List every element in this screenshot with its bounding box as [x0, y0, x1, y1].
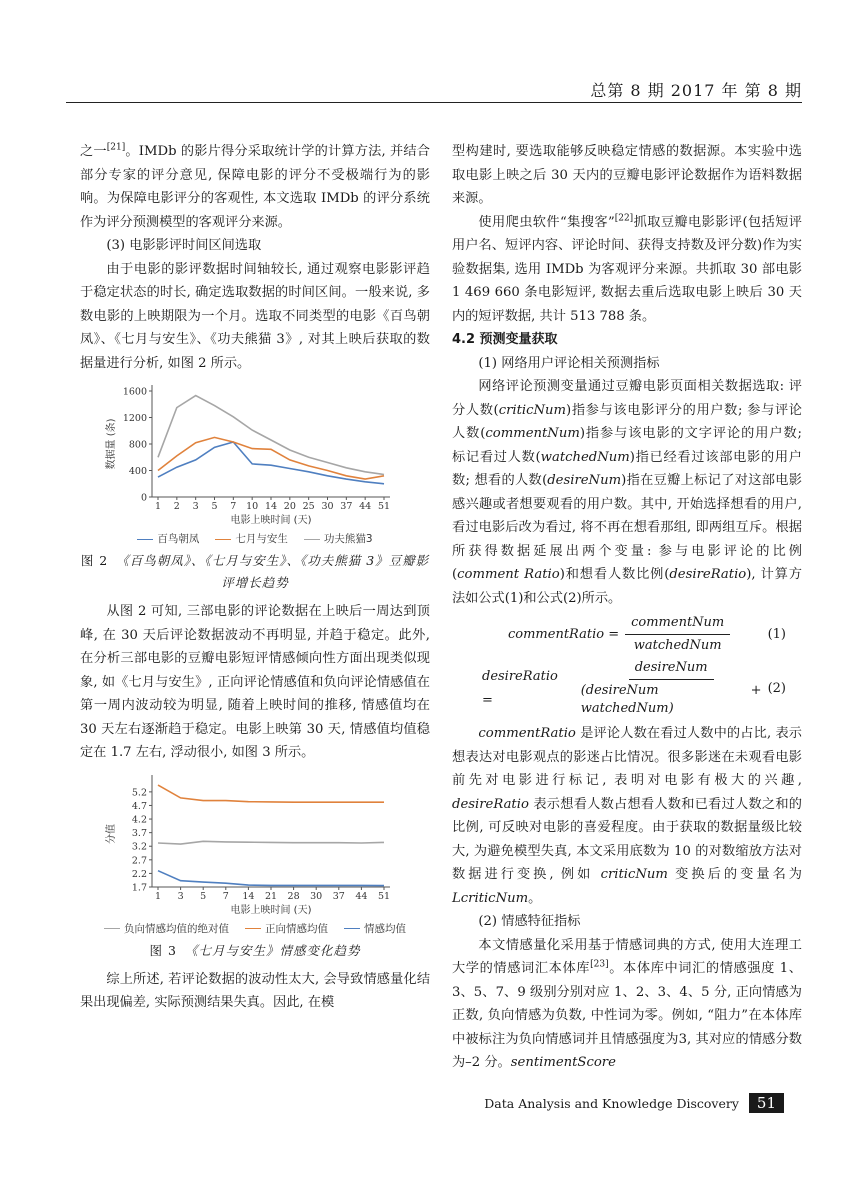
x-tick-label: 21 — [264, 890, 278, 902]
paragraph: 从图 2 可知, 三部电影的评论数据在上映后一周达到顶峰, 在 30 天后评论数据波动不再明显, 并趋于稳定。此外, 在分析三部电影的豆瓣电影短评情感倾向性方面出现类似现象, 如《七月与安生》, 正向评论情感值和负向评论情感值在第一周内波动较为明显, 随着上映时间的推移, 情感值均在 30 天左右逐渐趋于稳定。电影上映第 30 天, 情感值均值稳定在 1.7 左右, 浮动很小, 如图 3 所示。 — [80, 604, 430, 760]
y-tick-label: 400 — [128, 466, 147, 477]
x-tick-label: 3 — [177, 890, 184, 902]
y-tick-label: 4.7 — [131, 800, 147, 812]
y-tick-label: 2.2 — [131, 868, 147, 880]
x-tick-label: 10 — [246, 501, 259, 512]
right-column — [452, 140, 802, 1075]
formula-1: commentRatio = $\frac{\text{commentNum}}{\text{watchedNum}}$ (1) — [508, 615, 786, 653]
x-tick-label: 30 — [310, 890, 323, 902]
subsection-heading: (3) 电影影评时间区间选取 — [106, 238, 262, 253]
x-axis-label: 电影上映时间 (天) — [230, 515, 312, 526]
equation-number: (1) — [767, 626, 786, 642]
x-tick-label: 5 — [211, 501, 218, 512]
equation-number: (2) — [767, 680, 786, 696]
x-tick-label: 14 — [242, 890, 255, 902]
x-tick-label: 44 — [355, 890, 368, 902]
legend-label: 七月与安生 — [235, 533, 288, 545]
x-axis-label: 电影上映时间 (天) — [230, 904, 312, 916]
legend-item — [215, 532, 288, 546]
page-number: 51 — [749, 1093, 784, 1113]
line-chart-review-growth — [80, 381, 430, 531]
legend-swatch — [137, 539, 153, 540]
x-tick-label: 1 — [154, 890, 162, 902]
y-tick-label: 800 — [128, 439, 147, 451]
plot-area — [152, 775, 390, 887]
chart-legend — [80, 922, 430, 936]
figure-2-caption: 图 2 《百鸟朝凤》、《七月与安生》、《功夫熊猫 3》豆瓣影评增长趋势 — [80, 553, 430, 590]
x-tick-label: 25 — [302, 501, 315, 512]
legend-swatch — [304, 539, 320, 540]
line-chart-sentiment-trend — [80, 771, 430, 921]
subsection-heading: (1) 网络用户评论相关预测指标 — [478, 355, 660, 371]
x-tick-label: 7 — [222, 890, 229, 902]
legend-label: 情感均值 — [364, 922, 406, 935]
x-tick-label: 1 — [154, 501, 162, 512]
header-rule — [66, 102, 802, 103]
citation-ref: [23] — [590, 959, 609, 970]
legend-swatch — [104, 928, 120, 929]
paragraph: 综上所述, 若评论数据的波动性太大, 会导致情感量化结果出现偏差, 实际预测结果失真。因此, 在模 — [80, 971, 430, 1010]
x-tick-label: 5 — [200, 890, 207, 902]
x-tick-label: 51 — [377, 890, 391, 902]
paragraph: 由于电影的影评数据时间轴较长, 通过观察电影影评趋于稳定状态的时长, 确定选取数据的时间区间。一般来说, 多数电影的上映期限为一个月。选取不同类型的电影《百鸟朝凤》、《七月与安生》、《功夫熊猫 3》, 对其上映后获取的数据量进行分析, 如图 2 所示。 — [80, 261, 430, 371]
subsection-heading: (2) 情感特征指标 — [478, 914, 581, 929]
x-tick-label: 3 — [192, 501, 199, 512]
y-tick-label: 1.7 — [131, 882, 147, 893]
figure-3-chart — [80, 771, 430, 936]
x-tick-label: 37 — [340, 501, 353, 512]
y-tick-label: 4.2 — [131, 814, 147, 826]
left-column — [80, 140, 430, 1015]
chart-legend — [80, 532, 430, 546]
legend-label: 功夫熊猫3 — [323, 533, 373, 545]
paragraph: 之一[21]。IMDb 的影片得分采取统计学的计算方法, 并结合部分专家的评分意见, 保障电影的评分不受极端行为的影响。为保障电影评分的客观性, 本文选取 IMDb 的评分系统作为评分预测模型的客观评分来源。 — [80, 142, 430, 230]
legend-swatch — [245, 928, 261, 929]
legend-swatch — [344, 928, 360, 929]
x-tick-label: 28 — [287, 890, 300, 902]
y-tick-label: 1200 — [122, 413, 147, 424]
x-tick-label: 2 — [173, 501, 180, 512]
x-tick-label: 7 — [230, 501, 237, 512]
paragraph: 网络评论预测变量通过豆瓣电影页面相关数据选取: 评分人数(criticNum)指参与该电影评分的用户数; 参与评论人数(commentNum)指参与该电影的文字评论的用户数; 标记看过人数(watchedNum)指已经看过该部电影的用户数; 想看的人数(desireNum)指在豆瓣上标记了对这部电影感兴趣或者想要观看的用户数。其中, 开始选择想看的用户, 看过电影后改为看过, 将不再在想看那组, 即两组互斥。根据所获得数据延展出两个变量: 参与电影评论的比例(comment Ratio)和想看人数比例(desireRatio), 计算方法如公式(1)和公式(2)所示。 — [452, 379, 802, 606]
x-tick-label: 37 — [332, 890, 345, 902]
legend-label: 负向情感均值的绝对值 — [124, 922, 229, 935]
journal-name: Data Analysis and Knowledge Discovery — [484, 1095, 739, 1111]
paragraph: 本文情感量化采用基于情感词典的方式, 使用大连理工大学的情感词汇本体库[23]。本体库中词汇的情感强度 1、3、5、7、9 级别分别对应 1、2、3、4、5 分, 正向情感为正数, 负向情感为负数, 中性词为零。例如, “阻力”在本体库中被标注为负向情感词并且情感强度为3, 其对应的情感分数为–2 分。sentimentScore — [452, 937, 802, 1070]
y-tick-label: 2.7 — [131, 854, 147, 866]
y-tick-label: 3.2 — [131, 841, 147, 853]
legend-item — [245, 922, 328, 936]
running-header: 总第 8 期 2017 年 第 8 期 — [590, 81, 802, 100]
x-tick-label: 14 — [264, 501, 278, 512]
y-tick-label: 1600 — [122, 386, 147, 398]
figure-2-chart — [80, 381, 430, 546]
legend-item — [104, 922, 229, 936]
section-heading: 4.2 预测变量获取 — [452, 332, 558, 347]
y-tick-label: 3.7 — [131, 827, 147, 839]
legend-item — [304, 532, 373, 546]
paragraph: commentRatio 是评论人数在看过人数中的占比, 表示想表达对电影观点的影迷占比情况。很多影迷在未观看电影前先对电影进行标记, 表明对电影有极大的兴趣, desireRatio 表示想看人数占想看人数和已看过人数之和的比例, 可反映对电影的喜爱程度。由于获取的数据量级比较大, 为避免模型失真, 本文采用底数为 10 的对数缩放方法对数据进行变换, 例如 criticNum 变换后的变量名为 LcriticNum。 — [452, 726, 802, 906]
figure-3-caption: 图 3 《七月与安生》情感变化趋势 — [149, 942, 361, 958]
y-tick-label: 5.2 — [131, 786, 147, 798]
x-tick-label: 20 — [283, 501, 296, 512]
citation-ref: [22] — [614, 213, 634, 224]
legend-item — [137, 532, 199, 546]
citation-ref: [21] — [106, 142, 126, 153]
paragraph: 使用爬虫软件“集搜客”[22]抓取豆瓣电影影评(包括短评用户名、短评内容、评论时间、获得支持数及评分数)作为实验数据集, 选用 IMDb 为客观评分来源。共抓取 30 部电影 1 469 660 条电影短评, 数据去重后选取电影上映后 30 天内的短评数据, 共计 513 788 条。 — [452, 213, 802, 324]
y-axis-label: 分值 — [106, 823, 117, 844]
paragraph: 型构建时, 要选取能够反映稳定情感的数据源。本实验中选取电影上映之后 30 天内的豆瓣电影评论数据作为语料数据来源。 — [452, 144, 802, 206]
x-tick-label: 44 — [359, 501, 372, 512]
legend-swatch — [215, 539, 231, 540]
y-axis-label: 数据量 (条) — [106, 418, 117, 470]
legend-label: 百鸟朝凤 — [157, 533, 200, 545]
x-tick-label: 51 — [377, 501, 391, 512]
x-tick-label: 30 — [321, 501, 334, 512]
y-tick-label: 0 — [140, 492, 147, 504]
legend-label: 正向情感均值 — [265, 922, 328, 935]
formula-2: desireRatio = $\frac{\text{desireNum}}{\text{(desireNum + watchedNum)}}$ (2) — [482, 660, 786, 716]
page-footer — [484, 1093, 784, 1113]
legend-item — [344, 922, 406, 936]
